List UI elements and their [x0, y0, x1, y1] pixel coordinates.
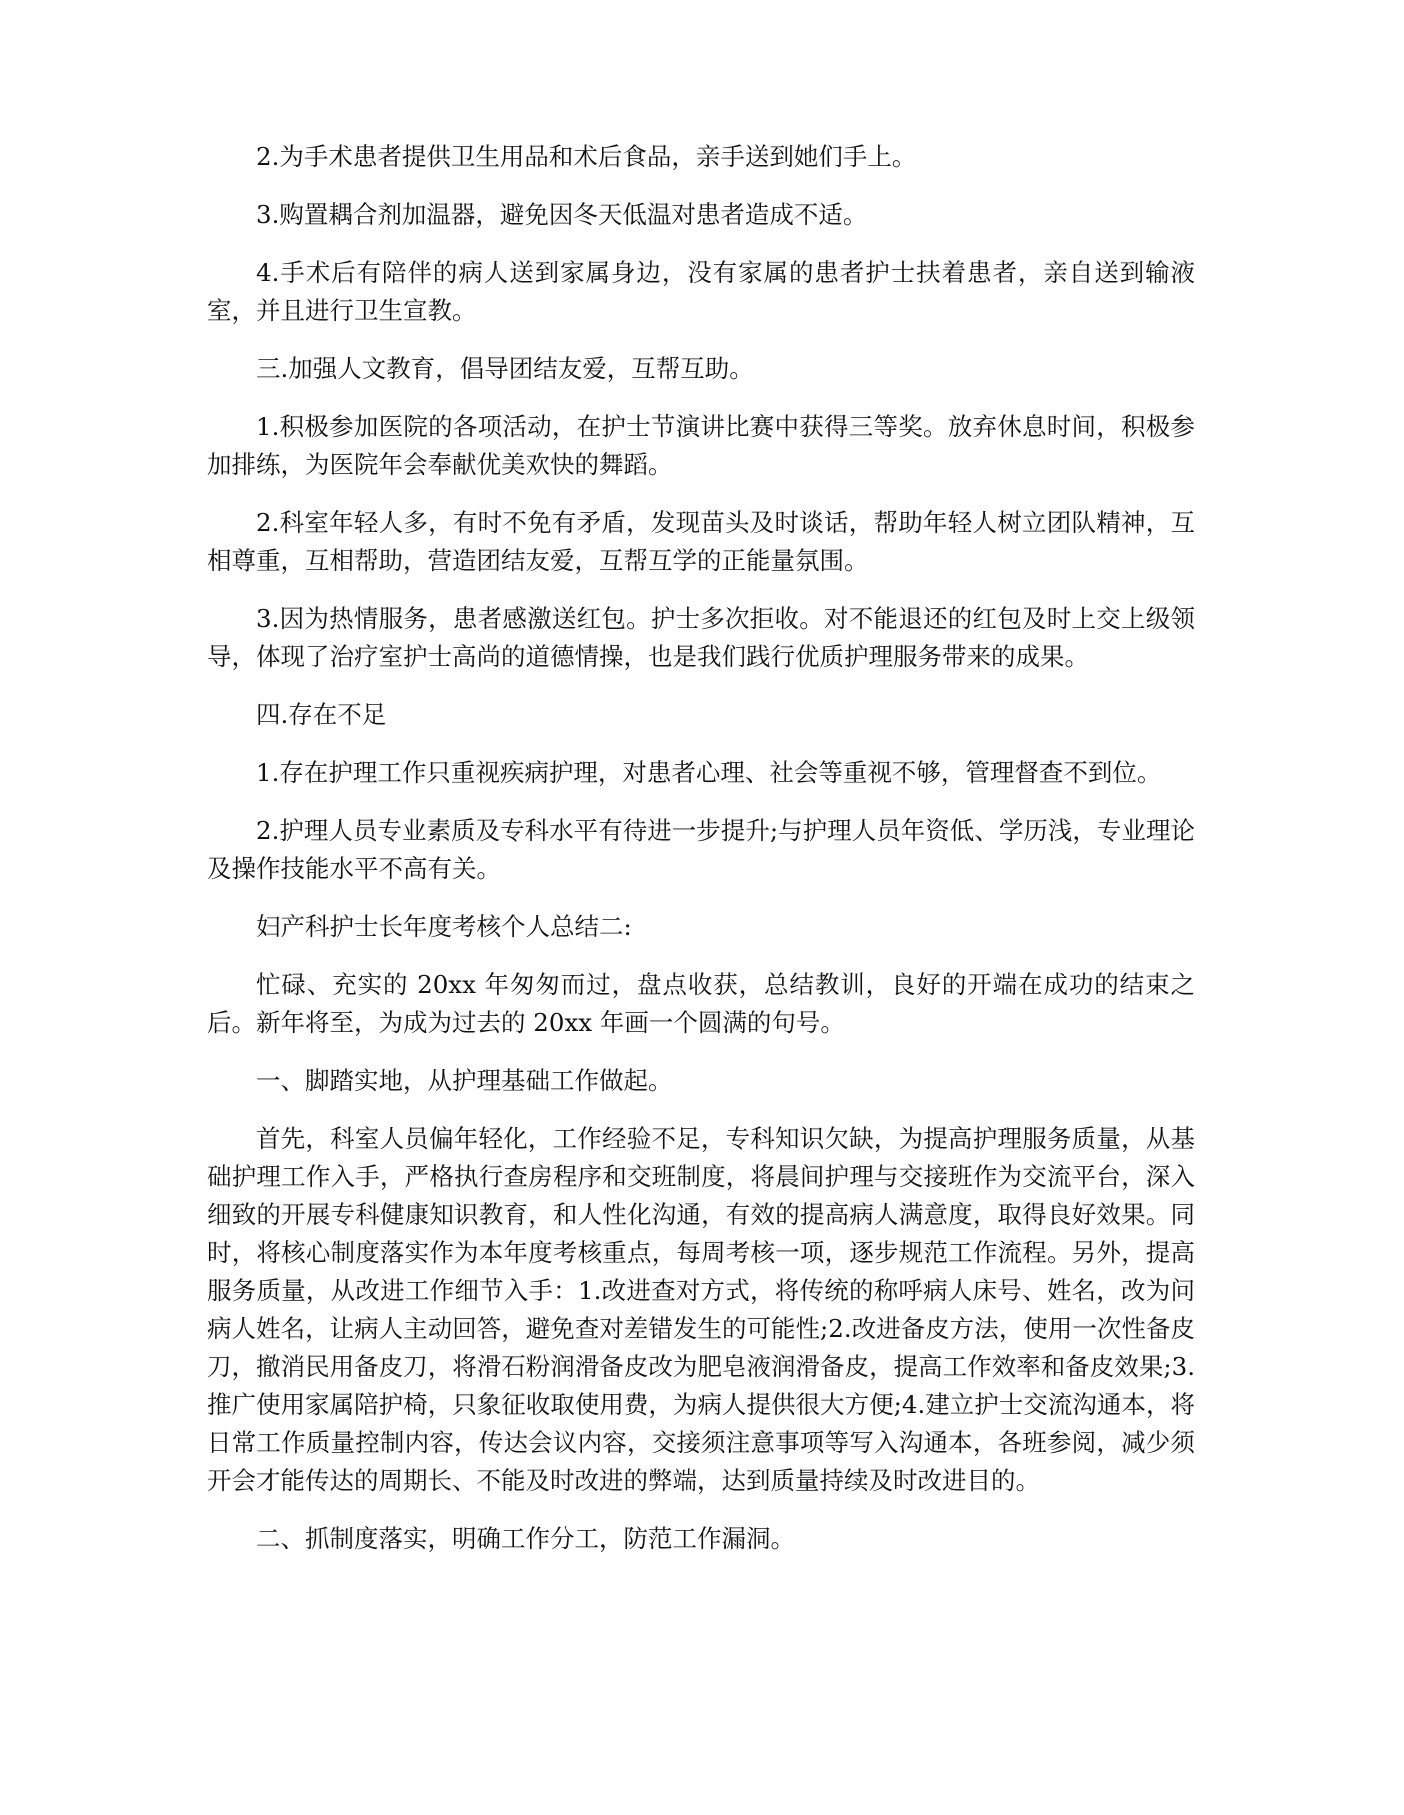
paragraph-basic-care-details: 首先，科室人员偏年轻化，工作经验不足，专科知识欠缺，为提高护理服务质量，从基础护理工作入手，严格执行查房程序和交班制度，将晨间护理与交接班作为交流平台，深入细致的开展专科健康知识教育，和人性化沟通，有效的提高病人满意度，取得良好效果。同时，将核心制度落实作为本年度考核重点，每周考核一项，逐步规范工作流程。另外，提高服务质量，从改进工作细节入手：1.改进查对方式，将传统的称呼病人床号、姓名，改为问病人姓名，让病人主动回答，避免查对差错发生的可能性;2.改进备皮方法，使用一次性备皮刀，撤消民用备皮刀，将滑石粉润滑备皮改为肥皂液润滑备皮，提高工作效率和备皮效果;3.推广使用家属陪护椅，只象征收取使用费，为病人提供很大方便;4.建立护士交流沟通本，将日常工作质量控制内容，传达会议内容，交接须注意事项等写入沟通本，各班参阅，减少须开会才能传达的周期长、不能及时改进的弊端，达到质量持续及时改进目的。: [207, 1124, 1195, 1495]
paragraph-gel-warmer: 3.购置耦合剂加温器，避免因冬天低温对患者造成不适。: [256, 200, 868, 229]
section-heading-humanities: 三.加强人文教育，倡导团结友爱，互帮互助。: [256, 354, 754, 383]
section-heading-shortcomings: 四.存在不足: [256, 700, 387, 729]
section-heading-system: 二、抓制度落实，明确工作分工，防范工作漏洞。: [256, 1524, 795, 1553]
paragraph-year-intro: 忙碌、充实的 20xx 年匆匆而过，盘点收获，总结教训，良好的开端在成功的结束之后。新年将至，为成为过去的 20xx 年画一个圆满的句号。: [207, 970, 1195, 1037]
summary-two-title: 妇产科护士长年度考核个人总结二:: [256, 912, 632, 941]
document-body: [207, 138, 1195, 1578]
paragraph-shortcoming-1: 1.存在护理工作只重视疾病护理，对患者心理、社会等重视不够，管理督查不到位。: [256, 758, 1162, 787]
paragraph-team-spirit: 2.科室年轻人多，有时不免有矛盾，发现苗头及时谈话，帮助年轻人树立团队精神，互相尊重，互相帮助，营造团结友爱，互帮互学的正能量氛围。: [207, 508, 1195, 575]
paragraph-escort-patients: 4.手术后有陪伴的病人送到家属身边，没有家属的患者护士扶着患者，亲自送到输液室，并且进行卫生宣教。: [207, 258, 1195, 325]
section-heading-basics: 一、脚踏实地，从护理基础工作做起。: [256, 1066, 673, 1095]
paragraph-red-envelope: 3.因为热情服务，患者感激送红包。护士多次拒收。对不能退还的红包及时上交上级领导，体现了治疗室护士高尚的道德情操，也是我们践行优质护理服务带来的成果。: [207, 604, 1195, 671]
paragraph-shortcoming-2: 2.护理人员专业素质及专科水平有待进一步提升;与护理人员年资低、学历浅，专业理论及操作技能水平不高有关。: [207, 816, 1195, 883]
paragraph-hospital-activities: 1.积极参加医院的各项活动，在护士节演讲比赛中获得三等奖。放弃休息时间，积极参加排练，为医院年会奉献优美欢快的舞蹈。: [207, 412, 1195, 479]
paragraph-supply-items: 2.为手术患者提供卫生用品和术后食品，亲手送到她们手上。: [256, 142, 917, 171]
